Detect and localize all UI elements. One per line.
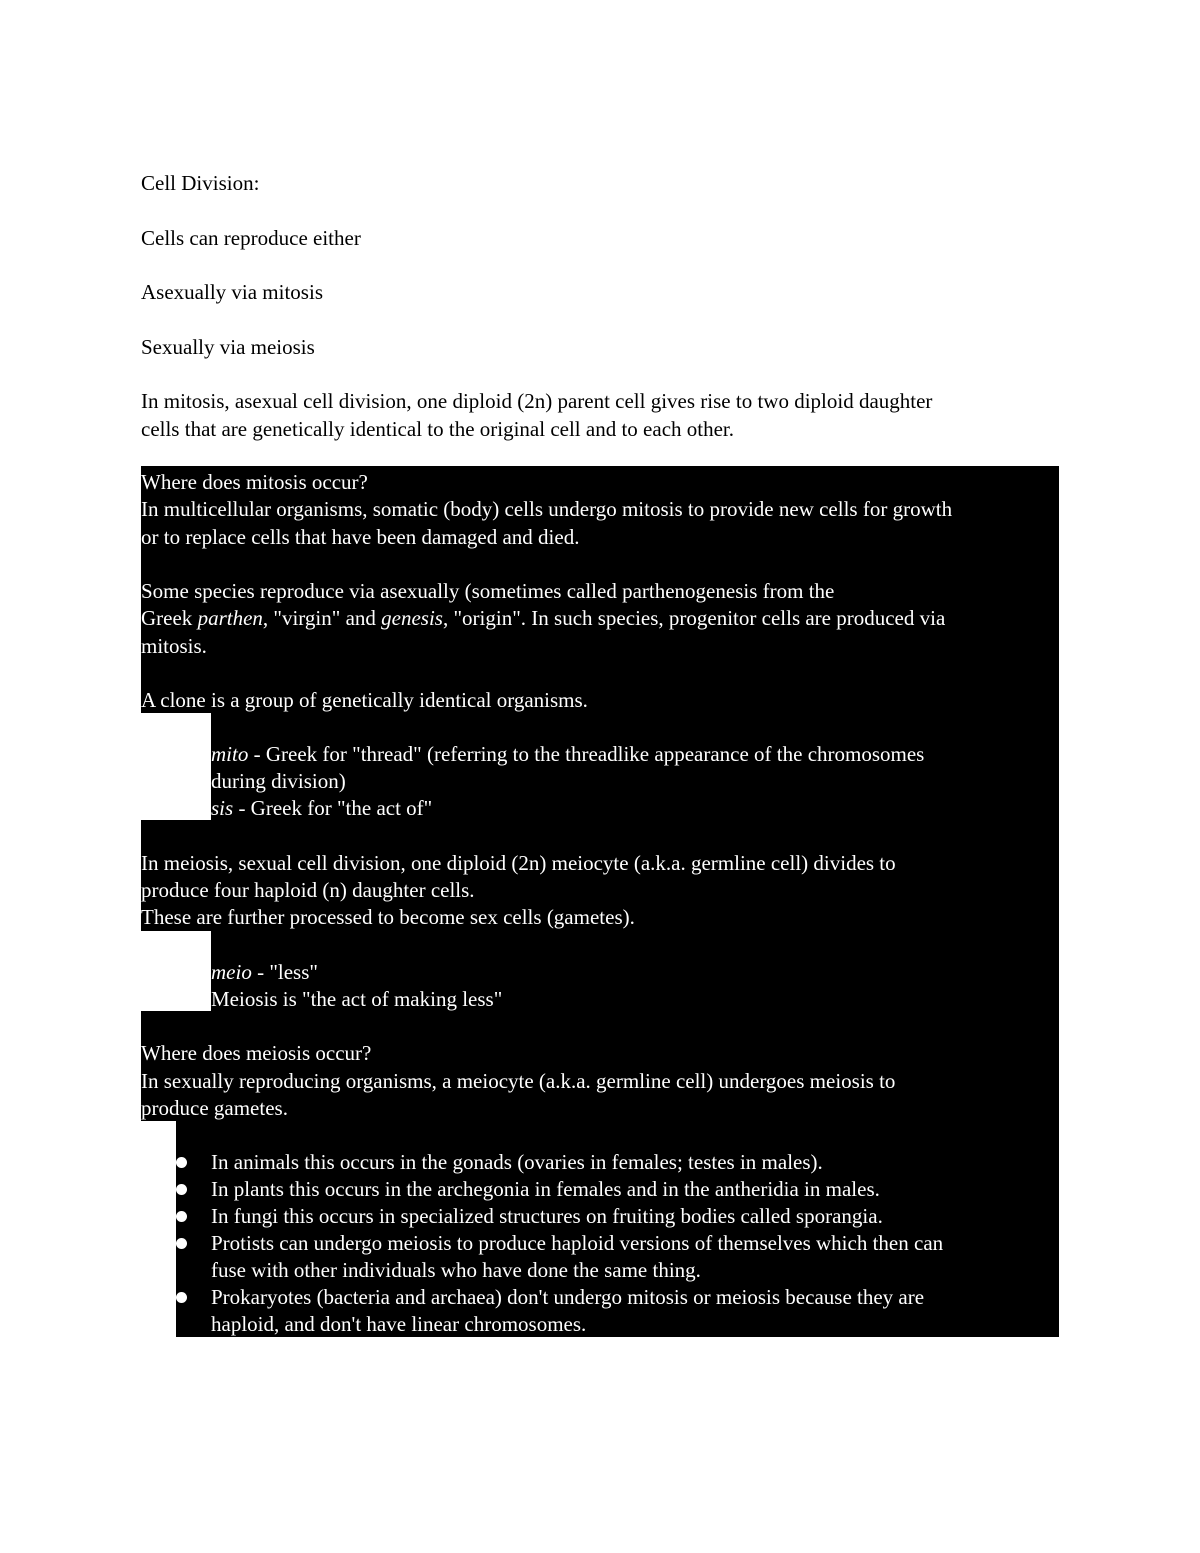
text-span: - Greek for "thread" (referring to the threadlike appearance of the chromosomes [248,742,925,766]
paragraph-line: cells that are genetically identical to the original cell and to each other. [141,417,735,441]
list-item-text: haploid, and don't have linear chromosomes. [211,1312,587,1336]
page-title: Cell Division: [141,171,260,195]
list-item-text: Prokaryotes (bacteria and archaea) don't undergo mitosis or meiosis because they are [211,1285,925,1309]
meiosis-meaning: Meiosis is "the act of making less" [211,987,503,1011]
paragraph-line: Some species reproduce via asexually (sometimes called parthenogenesis from the [141,579,835,603]
list-item-text: Protists can undergo meiosis to produce haploid versions of themselves which then can [211,1231,944,1255]
list-item-text: In animals this occurs in the gonads (ovaries in females; testes in males). [211,1150,823,1174]
bullet-icon [176,1157,187,1168]
paragraph-line: during division) [211,769,346,793]
meiosis-question: Where does meiosis occur? [141,1041,372,1065]
term-parthen: parthen [197,606,263,630]
etymology-mito [211,741,924,768]
term-meio: meio [211,960,252,984]
term-sis: sis [211,796,234,820]
paragraph-line [141,605,945,632]
text-span: , "origin". In such species, progenitor cells are produced via [442,606,946,630]
mitosis-question: Where does mitosis occur? [141,470,368,494]
text-span: , "virgin" and [262,606,382,630]
text-span: - Greek for "the act of" [233,796,433,820]
mode-sexual: Sexually via meiosis [141,335,315,359]
text-span: Greek [141,606,198,630]
bullet-icon [176,1211,187,1222]
etymology-meio [211,959,318,986]
paragraph-line: mitosis. [141,634,207,658]
list-item-text: In fungi this occurs in specialized structures on fruiting bodies called sporangia. [211,1204,883,1228]
paragraph-line: In meiosis, sexual cell division, one diploid (2n) meiocyte (a.k.a. germline cell) divides to [141,851,896,875]
list-item-text: fuse with other individuals who have done the same thing. [211,1258,701,1282]
paragraph-line: In mitosis, asexual cell division, one diploid (2n) parent cell gives rise to two diploid daughter [141,389,933,413]
etymology-sis [211,795,432,822]
paragraph-line: or to replace cells that have been damaged and died. [141,525,580,549]
paragraph-line: produce four haploid (n) daughter cells. [141,878,475,902]
mode-asexual: Asexually via mitosis [141,280,323,304]
paragraph-line: These are further processed to become sex cells (gametes). [141,905,635,929]
intro-text: Cells can reproduce either [141,226,361,250]
paragraph-line: In multicellular organisms, somatic (body) cells undergo mitosis to provide new cells for growth [141,497,953,521]
clone-sentence: A clone is a group of genetically identical organisms. [141,688,588,712]
term-genesis: genesis [381,606,443,630]
list-item-text: In plants this occurs in the archegonia in females and in the antheridia in males. [211,1177,880,1201]
term-mito: mito [211,742,249,766]
paragraph-line: In sexually reproducing organisms, a meiocyte (a.k.a. germline cell) undergoes meiosis to [141,1069,896,1093]
paragraph-line: produce gametes. [141,1096,288,1120]
bullet-icon [176,1292,187,1303]
bullet-icon [176,1238,187,1249]
text-span: - "less" [251,960,318,984]
bullet-icon [176,1184,187,1195]
